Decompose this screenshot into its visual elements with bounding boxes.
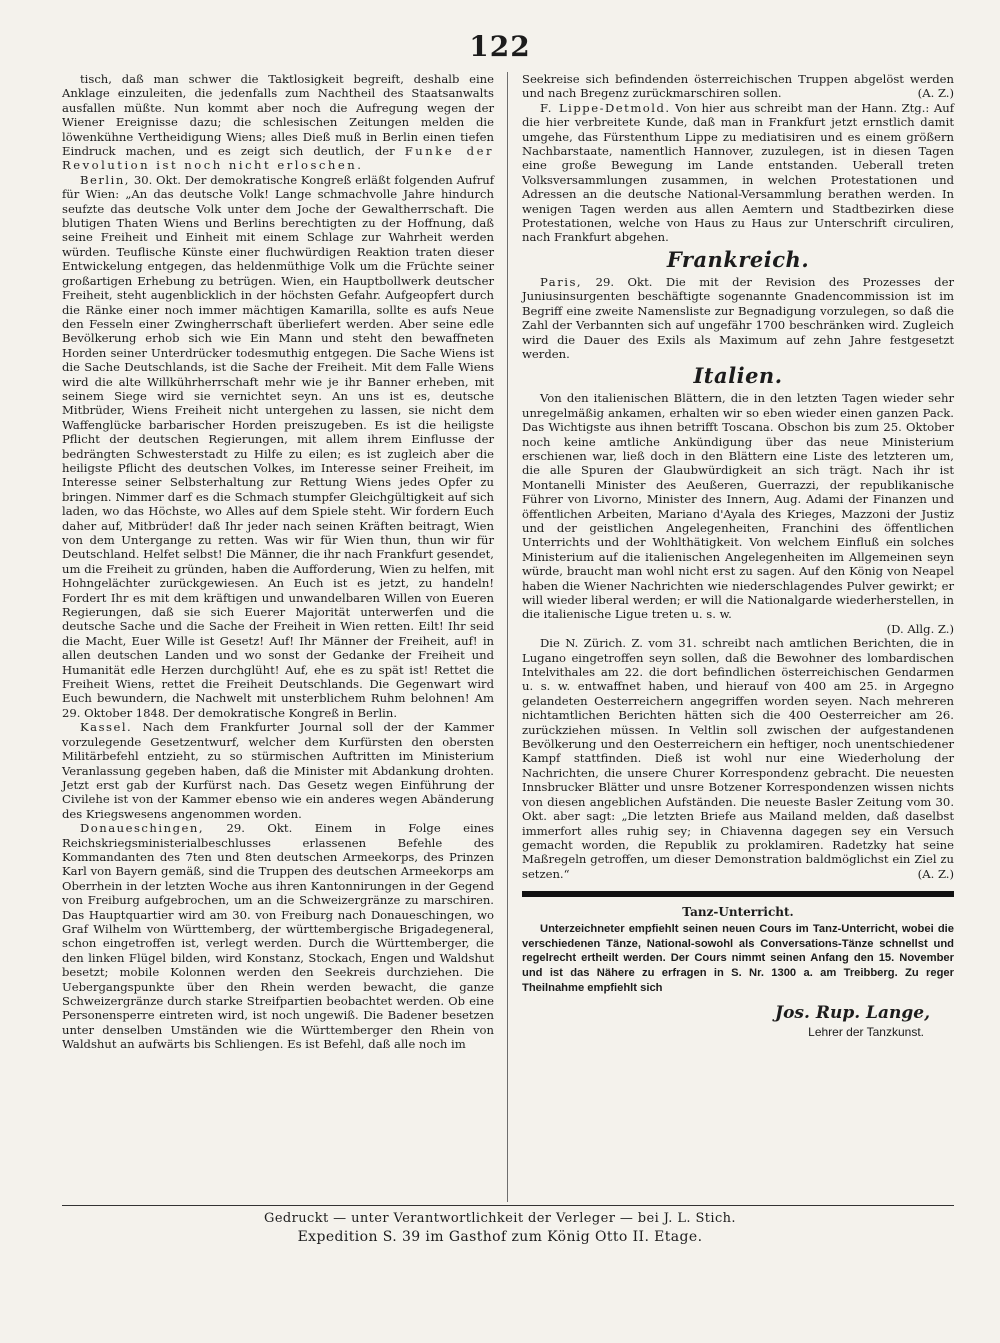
article-text: Die N. Zürich. Z. vom 31. schreibt nach amtlichen Berichten, die in Lugano eingetroffen seyn sollen, daß die Bewohner des lombardischen Intelvithales am 22. die dort befindlichen österreichischen Gendarmen u. s. w. entwaffnet haben, und hierauf von 400 am 25. in Argegno gelandeten Oesterreichern angegriffen worden seyen. Nach mehreren nichtamtlichen Berichten hätten sich die 400 Oesterreicher am 26. zurückziehen müssen. In Veltlin soll zwischen der aufgestandenen Bevölkerung und den Oesterreichern ein heftiger, noch unentschiedener Kampf stattfinden. Dieß ist wohl nur eine Wiederholung der Nachrichten, die unsere Churer Korrespondenz gebracht. Die neuesten Innsbrucker Blätter und unsre Botzener Korrespondenzen wissen nichts von diesen angeblichen Aufständen. Die neueste Basler Zeitung vom 30. Okt. aber sagt: „Die letzten Briefe aus Mailand melden, daß daselbst immerfort alles ruhig sey; in Chiavenna dagegen sey ein Versuch gemacht worden, die Republik zu proklamiren. Radetzky hat seine Maßregeln getroffen, um dieser Demonstration baldmöglichst ein Ziel zu setzen.“ [522,636,954,881]
printer-imprint: Gedruckt — unter Verantwortlichkeit der Verleger — bei J. L. Stich. [264,1211,736,1226]
dateline: F. Lippe-Detmold. [540,100,671,115]
source-attribution: (A. Z.) [917,866,954,881]
article-paragraph [522,636,954,881]
page-number: 122 [469,30,531,63]
column-divider [507,72,508,1202]
emphasis-text: Funke der Revolution ist noch nicht erloschen. [62,144,495,173]
advertisement-separator [522,891,954,897]
article-text: tisch, daß man schwer die Taktlosigkeit begreift, deshalb eine Anklage einzuleiten, die jedenfalls zum Nachtheil des Staatsanwalts ausfallen müßte. Nun kommt aber noch die Aufregung wegen der Wiener Ereignisse dazu; die schlesischen Zeitungen melden die löwenkühne Vertheidigung Wiens; alles Dieß muß in Berlin einen tiefen Eindruck machen, und es zeigt sich deutlich, der [62,72,494,159]
article-text: Nach dem Frankfurter Journal soll der der Kammer vorzulegende Gesetzentwurf, welcher dem Kurfürsten den obersten Militärbefehl entzieht, zu so stürmischen Auftritten im Ministerium Veranlassung gegeben haben, daß die Minister mit Abdankung drohten. Jetzt erst gab der Kurfürst nach. Das Gesetz wegen Einführung der Civilehe ist von der Kammer ebenso wie ein anderes wegen Abänderung des Kriegswesens angenommen worden. [62,720,494,821]
source-attribution: (D. Allg. Z.) [886,621,954,636]
article-paragraph [62,821,494,1052]
article-text: 29. Okt. Einem in Folge eines Reichskriegsministerialbeschlusses erlassenen Befehle des Kommandanten des 7ten und 8ten deutschen Armeekorps, des Prinzen Karl von Bayern gemäß, sind die Truppen des deutschen Armeekorps am Oberrhein in der letzten Woche aus ihren Kantonnirungen in der Gegend von Freiburg aufgebrochen, um an die Schweizergränze zu marschiren. Das Hauptquartier wird am 30. von Freiburg nach Donaueschingen, wo Graf Wilhelm von Württemberg, der württembergische Brigadegeneral, schon eingetroffen ist, verlegt werden. Durch die Württemberger, die den linken Flügel bilden, wird Konstanz, Stockach, Engen und Waldshut besetzt; mobile Kolonnen werden den Seekreis durchziehen. Die Uebergangspunkte über den Rhein werden bewacht, die ganze Schweizergränze durch starke Streifpartien beobachtet werden. Ob eine Personensperre eintreten wird, ist noch ungewiß. Die Badener besetzen unter denselben Umständen wie die Württemberger den Rhein von Waldshut an aufwärts bis Schliengen. Es ist Befehl, daß alle noch im [62,821,494,1052]
advertisement-body: Unterzeichneter empfiehlt seinen neuen Cours im Tanz-Unterricht, wobei die verschiedenen Tänze, National-sowohl als Conversations-Tänze schnellst und regelrecht ertheilt werden. Der Cours nimmt seinen Anfang den 15. November und ist das Nähere zu erfragen in S. Nr. 1300 a. am Treibberg. Zu reger Theilnahme empfiehlt sich [522,923,954,994]
article-paragraph [62,72,494,173]
right-column [522,72,954,1039]
article-text: Von den italienischen Blättern, die in den letzten Tagen wieder sehr unregelmäßig ankamen, erhalten wir so eben wieder einen ganzen Pack. Das Wichtigste aus ihnen betrifft Toscana. Obschon bis zum 25. Oktober noch keine amtliche Ankündigung über das neue Ministerium erschienen war, ließ doch in den Blättern eine Liste des letzteren um, die alle Spuren der Glaubwürdigkeit an sich trägt. Nach ihr ist Montanelli Minister des Aeußeren, Guerrazzi, der republikanische Führer von Livorno, Minister des Innern, Aug. Adami der Finanzen und öffentlichen Arbeiten, Mariano d'Ayala des Krieges, Mazzoni der Justiz und der geistlichen Angelegenheiten, Franchini des öffentlichen Unterrichts und der Wohlthätigkeit. Von welchem Einfluß ein solches Ministerium auf die italienischen Angelegenheiten im Allgemeinen seyn würde, braucht man wohl nicht erst zu sagen. Auf den König von Neapel haben die Wiener Nachrichten wie niederschlagendes Pulver gewirkt; er will wieder liberal werden; er will die Nationalgarde wiederherstellen, in die italienische Ligue treten u. s. w. [522,391,954,622]
dateline: Berlin, [80,172,130,187]
dateline: Kassel. [80,720,133,735]
article-paragraph [522,101,954,245]
article-paragraph [62,720,494,821]
section-heading-france: Frankreich. [666,246,810,272]
article-paragraph [522,391,954,622]
article-text: 30. Okt. Der demokratische Kongreß erläßt folgenden Aufruf für Wien: „An das deutsche Volk! Lange schmachvolle Jahre hindurch seufzte das deutsche Volk unter dem Joche der Gewaltherrschaft. Die blutigen Thaten Wiens und Berlins berechtigten zu der Hoffnung, daß seine Freiheit und Einheit mit einem Schlage zur Wahrheit werden würden. Teuflische Künste einer fluchwürdigen Reaktion traten dieser Entwickelung entgegen, das heldenmüthige Volk um die Früchte seiner großartigen Erhebung zu betrügen. Wien, ein Hauptbollwerk deutscher Freiheit, steht augenblicklich in der höchsten Gefahr. Aufgeopfert durch die Ränke einer noch immer mächtigen Kamarilla, sollte es aufs Neue den Fesseln einer Zwingherrschaft überliefert werden. Aber seine edle Bevölkerung erhob sich wie Ein Mann und steht den bewaffneten Horden seiner Unterdrücker todesmuthig entgegen. Die Sache Wiens ist die Sache Deutschlands, ist die Sache der Freiheit. Mit dem Falle Wiens wird die alte Willkührherrschaft mehr wie je ihr Banner erheben, mit seinem Siege wird sie vernichtet seyn. An uns ist es, deutsche Mitbrüder, Wiens Freiheit nicht untergehen zu lassen, sie nicht dem Waffenglücke barbarischer Horden preiszugeben. Es ist die heiligste Pflicht der deutschen Regierungen, mit allem ihrem Einflusse der bedrängten Schwesterstadt zu Hilfe zu eilen; es ist zugleich aber die heiligste Pflicht des deutschen Volkes, im Interesse seiner Freiheit, im Interesse seiner Selbsterhaltung zur Rettung Wiens jedes Opfer zu bringen. Nimmer darf es die Schmach stumpfer Gleichgültigkeit auf sich laden, wo das Höchste, wo Alles auf dem Spiele steht. Wir fordern Euch daher auf, Mitbrüder! daß Ihr jeder nach seinen Kräften beitragt, Wien von dem Untergange zu retten. Was wir für Wien thun, thun wir für Deutschland. Helfet selbst! Die Männer, die ihr nach Frankfurt gesendet, um die Freiheit zu gründen, haben die Aufforderung, Wien zu helfen, mit Hohngelächter zurückgewiesen. An Euch ist es jetzt, zu handeln! Fordert Ihr es mit dem kräftigen und unwandelbaren Willen von Eueren Regierungen, daß sie sich Euerer Majorität unterwerfen und die deutsche Sache und die Sache der Freiheit in Wien retten. Eilt! Ihr seid die Macht, Euer Wille ist Gesetz! Auf! Ihr Männer der Freiheit, auf! in allen deutschen Landen und wo sonst der Gedanke der Freiheit und Humanität edle Herzen durchglüht! Auf, ehe es zu spät ist! Rettet die Freiheit Wiens, rettet die Freiheit Deutschlands. Die Gegenwart wird Euch bewundern, die Nachwelt mit unsterblichem Ruhm belohnen! Am 29. Oktober 1848. Der demokratische Kongreß in Berlin. [62,172,495,720]
article-text: Seekreise sich befindenden österreichischen Truppen abgelöst werden und nach Bregenz zurückmarschiren sollen. [522,72,954,101]
dateline: Donaueschingen, [80,821,205,836]
advertisement [522,905,954,1039]
dateline: Paris, [540,274,583,289]
article-paragraph [522,72,954,101]
source-attribution: (A. Z.) [917,86,954,101]
article-text: 29. Okt. Die mit der Revision des Prozesses der Juniusinsurgenten beschäftigte sogenannte Gnadencommission ist im Begriff eine zweite Namensliste zur Begnadigung vorzulegen, so daß die Zahl der Verbannten sich auf ungefähr 1700 beschränken wird. Zugleich wird die Dauer des Exils als Maximum auf zehn Jahre festgesetzt werden. [522,274,955,361]
article-paragraph [62,173,494,720]
left-column [62,72,494,1052]
section-heading-italy: Italien. [693,363,783,389]
advertisement-title: Tanz-Unterricht. [682,905,794,920]
expedition-imprint: Expedition S. 39 im Gasthof zum König Otto II. Etage. [297,1229,703,1245]
article-text: Von hier aus schreibt man der Hann. Ztg.: Auf die hier verbreitete Kunde, daß man in Frankfurt jetzt ernstlich damit umgehe, das Fürstenthum Lippe zu mediatisiren und es einem größern Nachbarstaate, namentlich Hannover, zuzulegen, ist in diesen Tagen eine große Bewegung im Lande entstanden. Ueberall treten Volksversammlungen zusammen, in welchen Protestationen und Adressen an die deutsche National-Versammlung berathen werden. In wenigen Tagen werden aus allen Aemtern und Stadtbezirken diese Protestationen, welche von Haus zu Haus zur Unterschrift circuliren, nach Frankfurt abgehen. [522,100,954,245]
advertisement-role: Lehrer der Tanzkunst. [808,1025,924,1040]
footer-rule [62,1205,954,1206]
article-paragraph [522,275,954,361]
advertisement-signature: Jos. Rup. Lange, [775,1003,930,1024]
